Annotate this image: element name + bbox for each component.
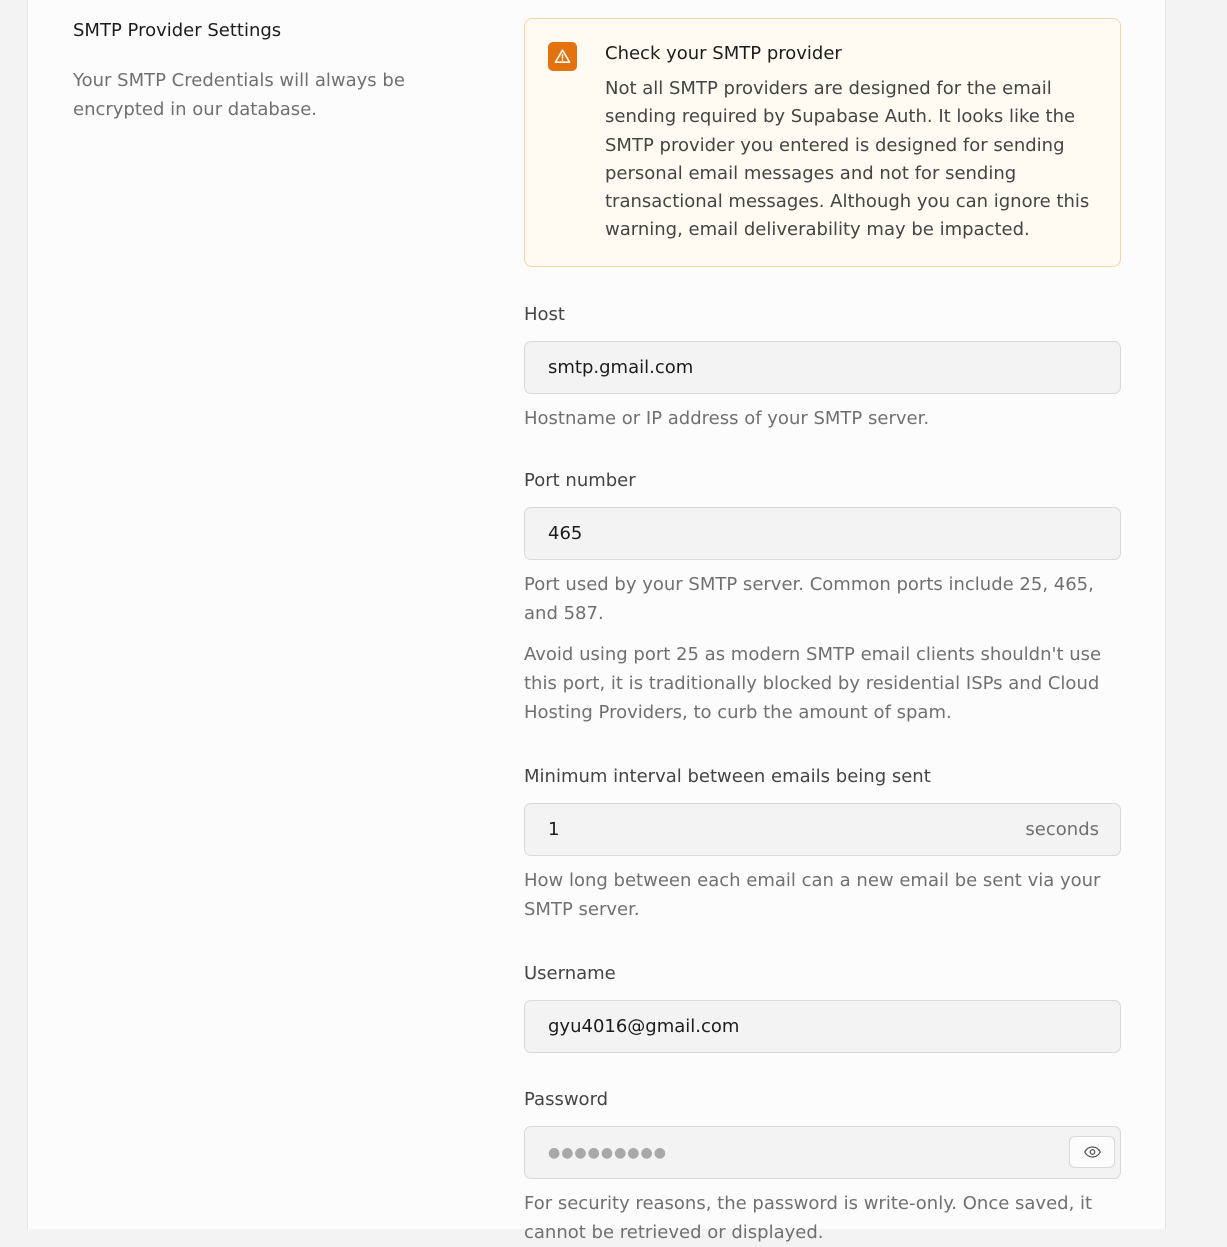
- username-input[interactable]: [524, 1000, 1121, 1053]
- section-intro: [73, 18, 453, 124]
- settings-panel: [27, 0, 1166, 1243]
- password-masked-value: ●●●●●●●●●: [548, 1144, 667, 1161]
- port-value: 465: [548, 523, 583, 544]
- interval-input[interactable]: [524, 803, 1121, 856]
- section-description: Your SMTP Credentials will always be encrypted in our database.: [73, 70, 405, 120]
- host-input[interactable]: [524, 341, 1121, 394]
- warning-triangle-icon: [548, 42, 577, 71]
- toggle-password-visibility-button[interactable]: [1069, 1136, 1115, 1168]
- alert-body: Not all SMTP providers are designed for the email sending required by Supabase Auth. It looks like the SMTP provider you entered is designed for sending personal email messages and not for sending transactional messages. Although you can ignore this warning, email deliverability may be impacted.: [605, 78, 1090, 241]
- eye-icon: [1084, 1146, 1101, 1158]
- password-help: For security reasons, the password is write-only. Once saved, it cannot be retrieved or displayed.: [524, 1193, 1093, 1243]
- interval-help: How long between each email can a new email be sent via your SMTP server.: [524, 870, 1101, 920]
- username-label: Username: [524, 963, 616, 984]
- port-input[interactable]: [524, 507, 1121, 560]
- password-label: Password: [524, 1089, 609, 1110]
- password-input[interactable]: [524, 1126, 1121, 1179]
- username-value: gyu4016@gmail.com: [548, 1016, 740, 1037]
- smtp-form: [524, 18, 1121, 1247]
- interval-value: 1: [548, 819, 560, 840]
- interval-suffix: seconds: [1025, 819, 1099, 840]
- alert-title: Check your SMTP provider: [605, 43, 842, 64]
- port-label: Port number: [524, 470, 636, 491]
- host-help: Hostname or IP address of your SMTP server.: [524, 408, 930, 429]
- section-title: SMTP Provider Settings: [73, 20, 282, 41]
- port-warning-help: Avoid using port 25 as modern SMTP email clients shouldn't use this port, it is traditionally blocked by residential ISPs and Cloud Hosting Providers, to curb the amount of spam.: [524, 644, 1102, 723]
- interval-label: Minimum interval between emails being sent: [524, 766, 931, 787]
- host-label: Host: [524, 304, 565, 325]
- smtp-provider-warning: [524, 18, 1121, 267]
- port-help: Port used by your SMTP server. Common ports include 25, 465, and 587.: [524, 574, 1094, 624]
- host-value: smtp.gmail.com: [548, 357, 694, 378]
